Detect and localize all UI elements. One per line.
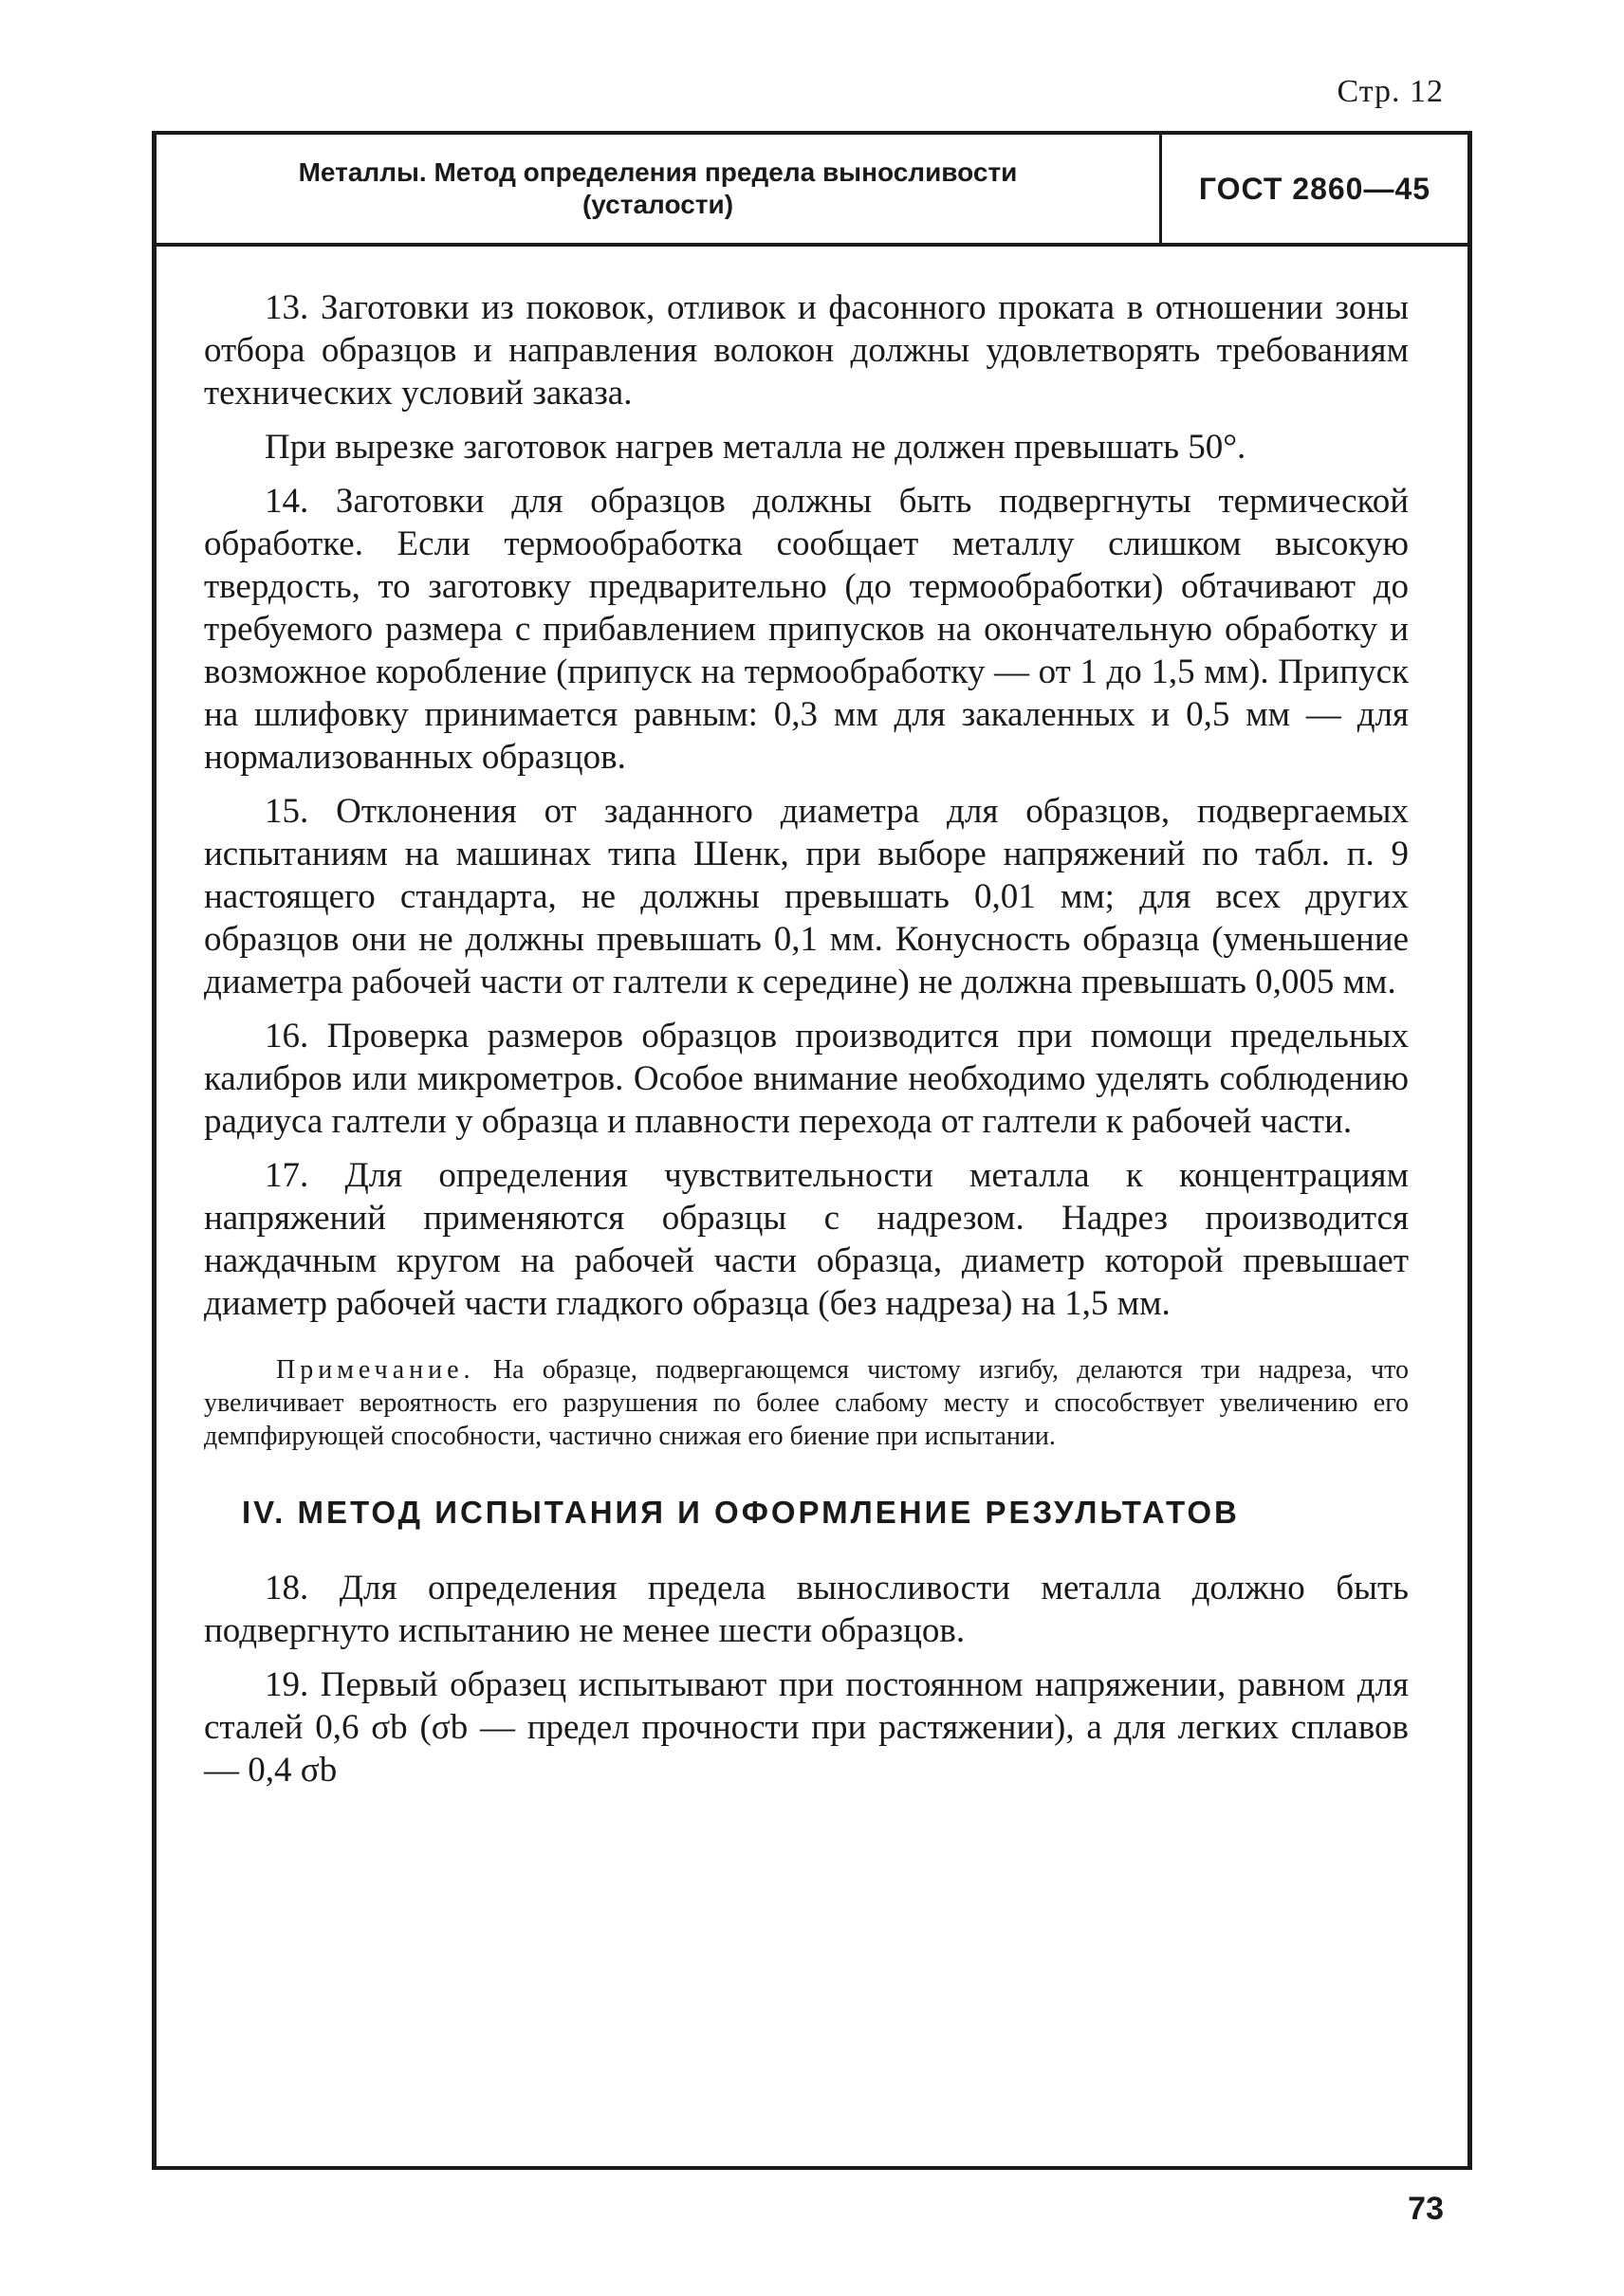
header-standard: ГОСТ 2860—45 [1198, 171, 1431, 206]
header-title [157, 135, 1162, 243]
paragraph-18: 18. Для определения предела выносливости металла должно быть подвергнуто испытанию не менее шести образцов. [204, 1569, 1409, 1650]
note-label: Примечание. [276, 1355, 475, 1385]
page-header-number: Стр. 12 [1337, 74, 1444, 109]
document-header [157, 135, 1467, 247]
paragraph-19: 19. Первый образец испытывают при постоянном напряжении, равном для сталей 0,6 σb (σb — предел прочности при растяжении), а для легких сплавов — 0,4 σb [204, 1665, 1409, 1790]
paragraph-13: 13. Заготовки из поковок, отливок и фасонного проката в отношении зоны отбора образцов и направления волокон должны удовлетворять требованиям технических условий заказа. [204, 288, 1409, 413]
paragraph-15: 15. Отклонения от заданного диаметра для образцов, подвергаемых испытаниям на машинах типа Шенк, при выборе напряжений по табл. п. 9 настоящего стандарта, не должны превышать 0,01 мм; для всех других образцов они не должны превышать 0,1 мм. Конусность образца (уменьшение диаметра рабочей части от галтели к середине) не должна превышать 0,005 мм. [204, 792, 1409, 1001]
paragraph-14: 14. Заготовки для образцов должны быть подвергнуты термической обработке. Если термообработка сообщает металлу слишком высокую твердость, то заготовку предварительно (до термообработки) обтачивают до требуемого размера с прибавлением припусков на окончательную обработку и возможное коробление (припуск на термообработку — от 1 до 1,5 мм). Припуск на шлифовку принимается равным: 0,3 мм для закаленных и 0,5 мм — для нормализованных образцов. [204, 482, 1409, 777]
note [204, 1353, 1409, 1453]
page-footer-number: 73 [1408, 2191, 1444, 2227]
page-frame [152, 131, 1472, 2170]
paragraph-17: 17. Для определения чувствительности металла к концентрациям напряжений применяются образцы с надрезом. Надрез производится наждачным кругом на рабочей части образца, диаметр которой превышает диаметр рабочей части гладкого образца (без надреза) на 1,5 мм. [204, 1156, 1409, 1323]
header-title-line1: Металлы. Метод определения предела выносливости [298, 157, 1018, 187]
section-heading: IV. МЕТОД ИСПЫТАНИЯ И ОФОРМЛЕНИЕ РЕЗУЛЬТАТОВ [242, 1495, 1240, 1530]
paragraph-13-cont: При вырезке заготовок нагрев металла не должен превышать 50°. [265, 428, 1246, 467]
document-body [204, 286, 1409, 1791]
header-title-line2: (усталости) [581, 190, 734, 219]
note-text: На образце, подвергающемся чистому изгибу, делаются три надреза, что увеличивает вероятность его разрушения по более слабому месту и способствует увеличению его демпфирующей способности, частично снижая его биение при испытании. [204, 1355, 1409, 1451]
paragraph-16: 16. Проверка размеров образцов производится при помощи предельных калибров или микрометров. Особое внимание необходимо уделять соблюдению радиуса галтели у образца и плавности перехода от галтели к рабочей части. [204, 1017, 1409, 1141]
